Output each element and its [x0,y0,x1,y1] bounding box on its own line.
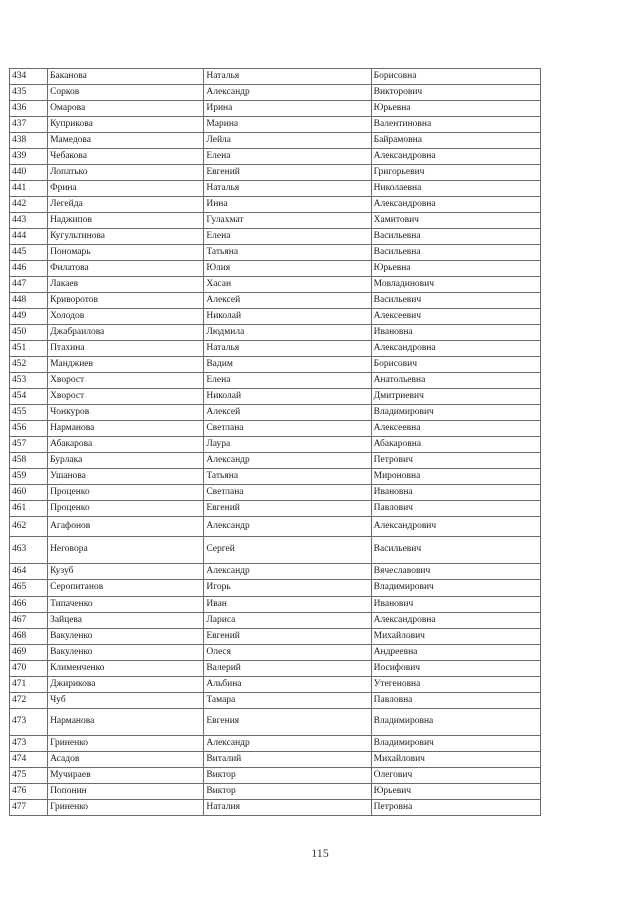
patronymic-cell: Алексеевна [371,421,540,437]
table-row [10,677,541,693]
first-name-cell: Евгений [204,501,371,517]
last-name-cell: Серопитанов [48,580,204,597]
last-name-cell: Хворост [48,389,204,405]
first-name-cell: Игорь [204,580,371,597]
first-name-cell: Гулахмат [204,213,371,229]
first-name-cell: Наталья [204,341,371,357]
last-name-cell: Вакуленко [48,629,204,645]
table-row [10,661,541,677]
last-name-cell: Клименченко [48,661,204,677]
table-row [10,437,541,453]
table-row [10,197,541,213]
first-name-cell: Хасан [204,277,371,293]
row-number-cell: 474 [10,752,48,768]
row-number-cell: 449 [10,309,48,325]
patronymic-cell: Иванович [371,597,540,613]
row-number-cell: 458 [10,453,48,469]
table-row [10,752,541,768]
table-row [10,213,541,229]
last-name-cell: Хворост [48,373,204,389]
patronymic-cell: Мироновна [371,469,540,485]
row-number-cell: 476 [10,784,48,800]
last-name-cell: Джирикова [48,677,204,693]
first-name-cell: Александр [204,85,371,101]
row-number-cell: 452 [10,357,48,373]
patronymic-cell: Александровна [371,197,540,213]
last-name-cell: Лакаев [48,277,204,293]
table-row [10,117,541,133]
first-name-cell: Светлана [204,421,371,437]
row-number-cell: 473 [10,736,48,752]
first-name-cell: Ирина [204,101,371,117]
patronymic-cell: Васильевич [371,293,540,309]
first-name-cell: Елена [204,149,371,165]
last-name-cell: Типаченко [48,597,204,613]
patronymic-cell: Ивановна [371,325,540,341]
first-name-cell: Виталий [204,752,371,768]
first-name-cell: Евгений [204,165,371,181]
table-row [10,453,541,469]
row-number-cell: 441 [10,181,48,197]
patronymic-cell: Байрамовна [371,133,540,149]
first-name-cell: Светлана [204,485,371,501]
row-number-cell: 437 [10,117,48,133]
table-row [10,421,541,437]
table-row [10,341,541,357]
table-row [10,485,541,501]
last-name-cell: Мамедова [48,133,204,149]
table-row [10,517,541,537]
first-name-cell: Евгений [204,629,371,645]
last-name-cell: Проценко [48,485,204,501]
table-row [10,373,541,389]
patronymic-cell: Александровна [371,341,540,357]
last-name-cell: Ушанова [48,469,204,485]
patronymic-cell: Олегович [371,768,540,784]
table-row [10,469,541,485]
last-name-cell: Сорков [48,85,204,101]
row-number-cell: 436 [10,101,48,117]
last-name-cell: Криворотов [48,293,204,309]
last-name-cell: Птахина [48,341,204,357]
first-name-cell: Александр [204,736,371,752]
row-number-cell: 443 [10,213,48,229]
last-name-cell: Нарманова [48,421,204,437]
last-name-cell: Нарманова [48,709,204,736]
patronymic-cell: Васильевна [371,245,540,261]
row-number-cell: 446 [10,261,48,277]
last-name-cell: Кузуб [48,564,204,580]
last-name-cell: Кугультинова [48,229,204,245]
last-name-cell: Чонкуров [48,405,204,421]
row-number-cell: 438 [10,133,48,149]
first-name-cell: Тамара [204,693,371,709]
table-row [10,357,541,373]
row-number-cell: 459 [10,469,48,485]
row-number-cell: 463 [10,537,48,564]
last-name-cell: Джабраилова [48,325,204,341]
first-name-cell: Николай [204,389,371,405]
row-number-cell: 434 [10,69,48,85]
first-name-cell: Евгения [204,709,371,736]
patronymic-cell: Павловна [371,693,540,709]
last-name-cell: Омарова [48,101,204,117]
first-name-cell: Альбина [204,677,371,693]
first-name-cell: Александр [204,517,371,537]
patronymic-cell: Алексеевич [371,309,540,325]
patronymic-cell: Васильевна [371,229,540,245]
patronymic-cell: Анатольевна [371,373,540,389]
table-row [10,564,541,580]
last-name-cell: Асадов [48,752,204,768]
patronymic-cell: Андреевна [371,645,540,661]
first-name-cell: Марина [204,117,371,133]
table-row [10,693,541,709]
last-name-cell: Чебакова [48,149,204,165]
patronymic-cell: Абакаровна [371,437,540,453]
table-row [10,537,541,564]
patronymic-cell: Михайлович [371,752,540,768]
first-name-cell: Виктор [204,768,371,784]
patronymic-cell: Юрьевна [371,261,540,277]
row-number-cell: 465 [10,580,48,597]
patronymic-cell: Владимирович [371,580,540,597]
row-number-cell: 444 [10,229,48,245]
names-table-body [10,69,541,816]
first-name-cell: Людмила [204,325,371,341]
row-number-cell: 477 [10,800,48,816]
patronymic-cell: Васильевич [371,537,540,564]
last-name-cell: Проценко [48,501,204,517]
row-number-cell: 439 [10,149,48,165]
row-number-cell: 456 [10,421,48,437]
row-number-cell: 451 [10,341,48,357]
table-row [10,325,541,341]
row-number-cell: 455 [10,405,48,421]
row-number-cell: 460 [10,485,48,501]
table-row [10,501,541,517]
last-name-cell: Абакарова [48,437,204,453]
table-row [10,389,541,405]
patronymic-cell: Владимирович [371,736,540,752]
table-row [10,645,541,661]
row-number-cell: 461 [10,501,48,517]
first-name-cell: Лейла [204,133,371,149]
first-name-cell: Наталья [204,181,371,197]
table-row [10,165,541,181]
first-name-cell: Сергей [204,537,371,564]
first-name-cell: Татьяна [204,245,371,261]
last-name-cell: Мучираев [48,768,204,784]
patronymic-cell: Александровна [371,149,540,165]
table-row [10,597,541,613]
last-name-cell: Куприкова [48,117,204,133]
row-number-cell: 435 [10,85,48,101]
last-name-cell: Лопатько [48,165,204,181]
row-number-cell: 462 [10,517,48,537]
patronymic-cell: Григорьевич [371,165,540,181]
first-name-cell: Алексей [204,405,371,421]
row-number-cell: 453 [10,373,48,389]
patronymic-cell: Владимирович [371,405,540,421]
last-name-cell: Чуб [48,693,204,709]
patronymic-cell: Павлович [371,501,540,517]
first-name-cell: Николай [204,309,371,325]
last-name-cell: Пономарь [48,245,204,261]
patronymic-cell: Утегеновна [371,677,540,693]
first-name-cell: Инна [204,197,371,213]
table-row [10,784,541,800]
first-name-cell: Александр [204,564,371,580]
table-row [10,277,541,293]
first-name-cell: Алексей [204,293,371,309]
table-row [10,69,541,85]
patronymic-cell: Борисович [371,357,540,373]
row-number-cell: 472 [10,693,48,709]
last-name-cell: Зайцева [48,613,204,629]
table-row [10,149,541,165]
patronymic-cell: Юрьевич [371,784,540,800]
row-number-cell: 448 [10,293,48,309]
last-name-cell: Холодов [48,309,204,325]
row-number-cell: 445 [10,245,48,261]
first-name-cell: Александр [204,453,371,469]
table-row [10,580,541,597]
patronymic-cell: Петрович [371,453,540,469]
last-name-cell: Легейда [48,197,204,213]
table-row [10,309,541,325]
row-number-cell: 469 [10,645,48,661]
patronymic-cell: Иосифович [371,661,540,677]
row-number-cell: 471 [10,677,48,693]
patronymic-cell: Ивановна [371,485,540,501]
patronymic-cell: Николаевна [371,181,540,197]
first-name-cell: Виктор [204,784,371,800]
first-name-cell: Иван [204,597,371,613]
patronymic-cell: Викторович [371,85,540,101]
table-row [10,101,541,117]
first-name-cell: Юлия [204,261,371,277]
row-number-cell: 457 [10,437,48,453]
patronymic-cell: Дмитриевич [371,389,540,405]
first-name-cell: Елена [204,229,371,245]
table-row [10,405,541,421]
patronymic-cell: Петровна [371,800,540,816]
table-row [10,768,541,784]
row-number-cell: 447 [10,277,48,293]
patronymic-cell: Александровна [371,613,540,629]
table-row [10,293,541,309]
row-number-cell: 454 [10,389,48,405]
first-name-cell: Олеся [204,645,371,661]
last-name-cell: Неговора [48,537,204,564]
last-name-cell: Попонин [48,784,204,800]
row-number-cell: 464 [10,564,48,580]
last-name-cell: Манджиев [48,357,204,373]
row-number-cell: 450 [10,325,48,341]
names-table [9,68,541,816]
table-row [10,709,541,736]
patronymic-cell: Александрович [371,517,540,537]
patronymic-cell: Михайлович [371,629,540,645]
page-number: 115 [311,846,329,860]
table-row [10,800,541,816]
first-name-cell: Елена [204,373,371,389]
table-row [10,229,541,245]
row-number-cell: 467 [10,613,48,629]
first-name-cell: Лариса [204,613,371,629]
row-number-cell: 442 [10,197,48,213]
last-name-cell: Бурлака [48,453,204,469]
last-name-cell: Фрина [48,181,204,197]
first-name-cell: Наталья [204,69,371,85]
last-name-cell: Гриненко [48,736,204,752]
row-number-cell: 468 [10,629,48,645]
patronymic-cell: Борисовна [371,69,540,85]
patronymic-cell: Мовладинович [371,277,540,293]
patronymic-cell: Владимировна [371,709,540,736]
table-row [10,629,541,645]
last-name-cell: Агафонов [48,517,204,537]
table-row [10,261,541,277]
row-number-cell: 440 [10,165,48,181]
patronymic-cell: Хамитович [371,213,540,229]
last-name-cell: Вакуленко [48,645,204,661]
row-number-cell: 475 [10,768,48,784]
first-name-cell: Вадим [204,357,371,373]
patronymic-cell: Вячеславович [371,564,540,580]
table-row [10,736,541,752]
last-name-cell: Гриненко [48,800,204,816]
first-name-cell: Валерий [204,661,371,677]
last-name-cell: Баканова [48,69,204,85]
first-name-cell: Лаура [204,437,371,453]
first-name-cell: Наталия [204,800,371,816]
table-row [10,133,541,149]
table-row [10,613,541,629]
row-number-cell: 470 [10,661,48,677]
row-number-cell: 473 [10,709,48,736]
patronymic-cell: Валентиновна [371,117,540,133]
table-row [10,245,541,261]
first-name-cell: Татьяна [204,469,371,485]
table-row [10,85,541,101]
last-name-cell: Наджипов [48,213,204,229]
row-number-cell: 466 [10,597,48,613]
patronymic-cell: Юрьевна [371,101,540,117]
table-row [10,181,541,197]
last-name-cell: Филатова [48,261,204,277]
